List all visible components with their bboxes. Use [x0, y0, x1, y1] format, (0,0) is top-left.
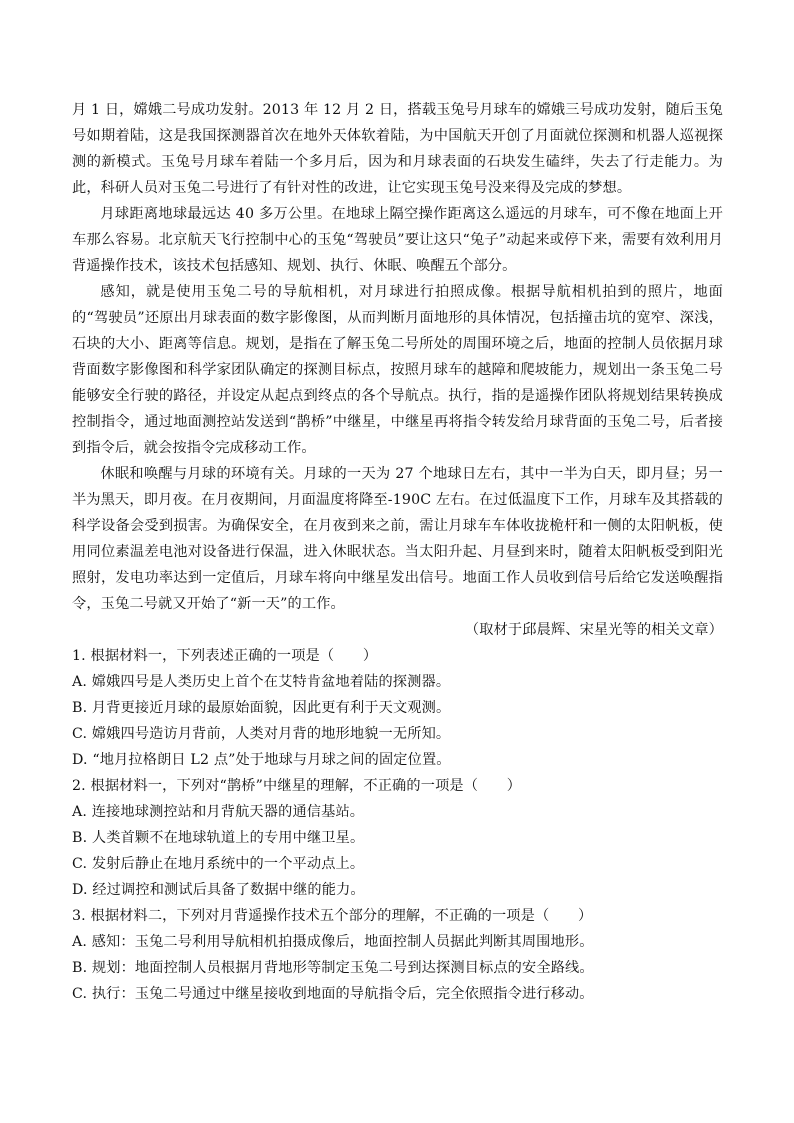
question-2-option-b: B. 人类首颗不在地球轨道上的专用中继卫星。: [72, 830, 365, 846]
question-1-option-d: D. “地月拉格朗日 L2 点”处于地球与月球之间的固定位置。: [72, 752, 451, 768]
paragraph-3: 感知，就是使用玉兔二号的导航相机，对月球进行拍照成像。根据导航相机拍到的照片，地面的“驾驶员”还原出月球表面的数字影像图，从而判断月面地形的具体情况，包括撞击坑的宽窄、深浅，石块的大小、距离等信息。规划，是指在了解玉兔二号所处的周围环境之后，地面的控制人员依据月球背面数字影像图和科学家团队确定的探测目标点，按照月球车的越障和爬坡能力，规划出一条玉兔二号能够安全行驶的路径，并设定从起点到终点的各个导航点。执行，指的是遥操作团队将规划结果转换成控制指令，通过地面测控站发送到“鹊桥”中继星，中继星再将指令转发给月球背面的玉兔二号，后者接到指令后，就会按指令完成移动工作。: [72, 284, 723, 456]
question-2: [72, 773, 723, 903]
paragraph-1: 月 1 日，嫦娥二号成功发射。2013 年 12 月 2 日，搭载玉兔号月球车的嫦娥三号成功发射，随后玉兔号如期着陆，这是我国探测器首次在地外天体软着陆，为中国航天开创了月面就位探测和机器人巡视探测的新模式。玉兔号月球车着陆一个多月后，因为和月球表面的石块发生磕绊，失去了行走能力。为此，科研人员对玉兔二号进行了有针对性的改进，让它实现玉兔号没来得及完成的梦想。: [72, 102, 723, 196]
question-3-option-c: C. 执行：玉兔二号通过中继星接收到地面的导航指令后，完全依照指令进行移动。: [72, 986, 594, 1002]
question-3: [72, 903, 723, 1007]
question-3-option-a: A. 感知：玉兔二号利用导航相机拍摄成像后，地面控制人员据此判断其周围地形。: [72, 934, 594, 950]
question-2-option-c: C. 发射后静止在地月系统中的一个平动点上。: [72, 856, 365, 872]
question-2-stem: 2. 根据材料一，下列对“鹊桥”中继星的理解，不正确的一项是（ ）: [72, 778, 522, 794]
question-1-option-b: B. 月背更接近月球的最原始面貌，因此更有利于天文观测。: [72, 700, 451, 716]
question-3-stem: 3. 根据材料二，下列对月背遥操作技术五个部分的理解，不正确的一项是（ ）: [72, 908, 593, 924]
paragraph-4: 休眠和唤醒与月球的环境有关。月球的一天为 27 个地球日左右，其中一半为白天，即月昼；另一半为黑天，即月夜。在月夜期间，月面温度将降至-190C 左右。在过低温度下工作，月球车及其搭载的科学设备会受到损害。为确保安全，在月夜到来之前，需让月球车车体收拢桅杆和一侧的太阳帆板，使用同位素温差电池对设备进行保温，进入休眠状态。当太阳升起、月昼到来时，随着太阳帆板受到阳光照射，发电功率达到一定值后，月球车将向中继星发出信号。地面工作人员收到信号后给它发送唤醒指令，玉兔二号就又开始了“新一天”的工作。: [72, 466, 723, 612]
question-2-option-a: A. 连接地球测控站和月背航天器的通信基站。: [72, 804, 365, 820]
question-3-option-b: B. 规划：地面控制人员根据月背地形等制定玉兔二号到达探测目标点的安全路线。: [72, 960, 594, 976]
document-body: [72, 97, 723, 1007]
source-citation: （取材于邱晨辉、宋星光等的相关文章）: [464, 622, 723, 638]
question-2-option-d: D. 经过调控和测试后具备了数据中继的能力。: [72, 882, 365, 898]
question-1: [72, 643, 723, 773]
question-1-option-a: A. 嫦娥四号是人类历史上首个在艾特肯盆地着陆的探测器。: [72, 674, 451, 690]
question-1-stem: 1. 根据材料一，下列表述正确的一项是（ ）: [72, 648, 378, 664]
question-1-option-c: C. 嫦娥四号造访月背前，人类对月背的地形地貌一无所知。: [72, 726, 451, 742]
paragraph-2: 月球距离地球最远达 40 多万公里。在地球上隔空操作距离这么遥远的月球车，可不像在地面上开车那么容易。北京航天飞行控制中心的玉兔“驾驶员”要让这只“兔子”动起来或停下来，需要有效利用月背遥操作技术，该技术包括感知、规划、执行、休眠、唤醒五个部分。: [72, 206, 723, 274]
